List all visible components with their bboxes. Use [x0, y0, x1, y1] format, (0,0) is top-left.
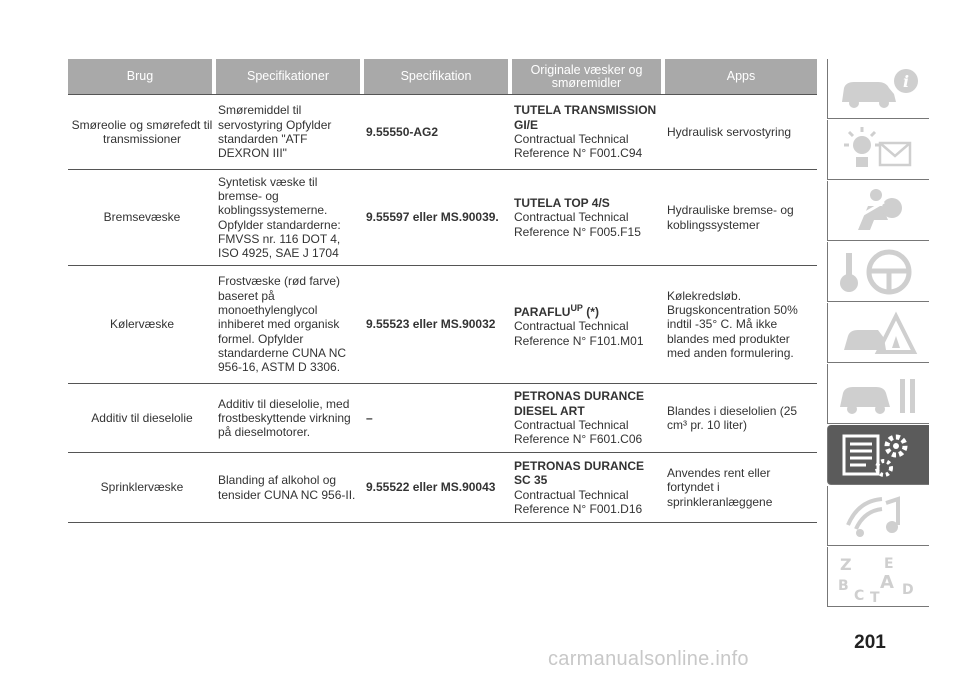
header-specification: Specifikation — [364, 59, 508, 94]
table-row — [68, 266, 817, 384]
header-specifications: Specifikationer — [216, 59, 360, 94]
cell-code: 9.55550-AG2 — [366, 124, 439, 139]
product-ref: Contractual Technical Reference N° F001.D16 — [514, 487, 643, 516]
car-info-icon — [834, 64, 924, 114]
product-name: TUTELA TRANSMISSION GI/E — [514, 103, 657, 132]
svg-text:B: B — [838, 578, 849, 594]
car-tools-icon — [834, 369, 924, 419]
cell-app: Blandes i dieselolien (25 cm³ pr. 10 liter) — [667, 403, 798, 432]
table-row — [68, 384, 817, 453]
index-letters-icon — [834, 552, 924, 602]
cell-product — [512, 453, 665, 522]
tab-emergency[interactable] — [827, 303, 929, 363]
tab-safety[interactable] — [827, 181, 929, 241]
tab-multimedia[interactable] — [827, 486, 929, 546]
svg-text:i: i — [903, 72, 910, 91]
cell-use: Additiv til dieselolie — [91, 410, 193, 425]
warning-lights-icon — [834, 125, 924, 175]
cell-spec: Additiv til dieselolie, med frostbeskyttende virkning på dieselmotorer. — [218, 396, 351, 440]
cell-use: Sprinklervæske — [100, 480, 184, 495]
svg-text:T: T — [870, 590, 880, 602]
table-header — [68, 59, 817, 94]
cell-use: Smøreolie og smørefedt til transmissioner — [71, 117, 213, 146]
table-row — [68, 94, 817, 170]
cell-use: Bremsevæske — [103, 210, 181, 225]
cell-use: Kølervæske — [109, 317, 174, 332]
key-steering-icon — [834, 247, 924, 297]
product-name: PETRONAS DURANCE DIESEL ART — [514, 389, 645, 418]
tab-car-info[interactable] — [827, 59, 929, 119]
cell-product — [512, 95, 665, 169]
cell-spec: Frostvæske (rød farve) baseret på monoethylenglycol inhiberet med organisk formel. Opfylder standarderne CUNA NC 956-16, ASTM D 3306. — [218, 274, 347, 375]
cell-spec: Blanding af alkohol og tensider CUNA NC 956-II. — [218, 473, 356, 502]
page-number: 201 — [854, 632, 886, 653]
cell-product — [512, 170, 665, 265]
tab-warning-lights[interactable] — [827, 120, 929, 180]
cell-code: – — [366, 410, 373, 425]
header-original-fluids: Originale væsker og smøremidler — [512, 59, 661, 94]
product-ref: Contractual Technical Reference N° F005.F15 — [514, 210, 641, 239]
header-apps: Apps — [665, 59, 817, 94]
cell-product — [512, 266, 665, 383]
product-ref: Contractual Technical Reference N° F001.C94 — [514, 132, 643, 161]
svg-text:E: E — [884, 556, 894, 572]
svg-text:C: C — [854, 588, 865, 602]
product-sup: UP — [570, 303, 583, 314]
cell-spec: Smøremiddel til servostyring Opfylder standarden "ATF DEXRON III" — [218, 103, 332, 161]
header-use: Brug — [68, 59, 212, 94]
cell-app: Kølekredsløb. Brugskoncentration 50% indtil -35° C. Må ikke blandes med produkter med anden formulering. — [667, 288, 798, 360]
cell-spec: Syntetisk væske til bremse- og koblingssystemerne. Opfylder standarderne: FMVSS nr. 116 DOT 4, ISO 4925, SAE J 1704 — [218, 174, 341, 261]
tab-specs[interactable] — [827, 425, 929, 485]
svg-text:Z: Z — [840, 555, 852, 574]
product-name — [514, 301, 663, 319]
product-name-text: PARAFLU — [514, 305, 571, 320]
table-row — [68, 453, 817, 523]
cell-product — [512, 384, 665, 452]
watermark: carmanualsonline.info — [548, 648, 749, 670]
table-row — [68, 170, 817, 266]
svg-text:A: A — [880, 572, 894, 593]
cell-app: Hydraulisk servostyring — [667, 124, 792, 139]
cell-app: Anvendes rent eller fortyndet i sprinkleranlæggene — [667, 466, 773, 509]
product-name: TUTELA TOP 4/S — [514, 196, 610, 211]
multimedia-icon — [834, 491, 924, 541]
product-suffix: (*) — [582, 305, 599, 320]
svg-text:D: D — [902, 582, 914, 598]
product-ref: Contractual Technical Reference N° F601.C06 — [514, 418, 643, 447]
tab-car-tools[interactable] — [827, 364, 929, 424]
cell-code: 9.55597 eller MS.90039. — [366, 210, 499, 225]
tab-index[interactable] — [827, 547, 929, 607]
specs-table — [68, 59, 817, 523]
safety-airbag-icon — [834, 186, 924, 236]
cell-code: 9.55523 eller MS.90032 — [366, 317, 496, 332]
product-ref: Contractual Technical Reference N° F101.M01 — [514, 319, 644, 348]
product-name: PETRONAS DURANCE SC 35 — [514, 458, 645, 488]
cell-code: 9.55522 eller MS.90043 — [366, 480, 496, 495]
tab-key-steering[interactable] — [827, 242, 929, 302]
specs-gear-icon — [834, 430, 924, 480]
cell-app: Hydrauliske bremse- og koblingssystemer — [667, 203, 794, 232]
emergency-triangle-icon — [834, 308, 924, 358]
